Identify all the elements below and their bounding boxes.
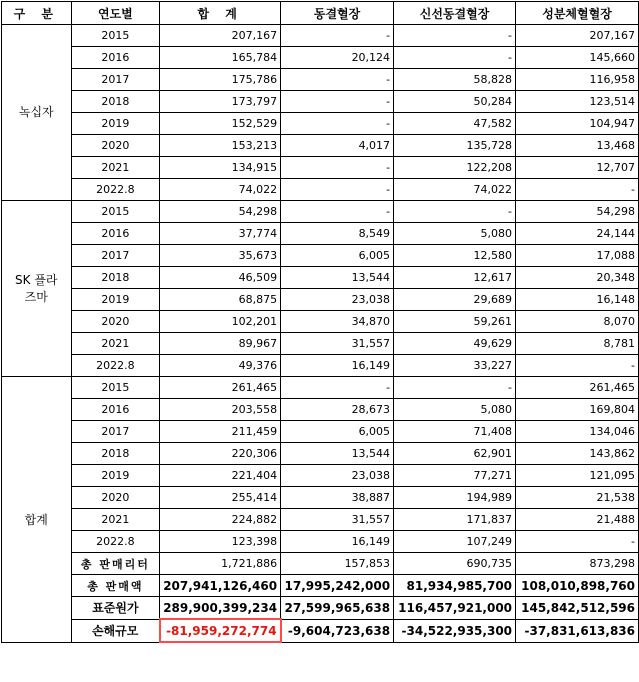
summary-label: 표준원가 (71, 597, 160, 620)
total-cell: 1,721,886 (160, 553, 281, 575)
year-cell: 2020 (71, 135, 160, 157)
loss-total-highlight: -81,959,272,774 (160, 619, 281, 642)
header-category: 구 분 (2, 2, 72, 25)
frozen-cell: -9,604,723,638 (281, 619, 394, 642)
year-cell: 2017 (71, 245, 160, 267)
total-cell: 207,167 (160, 25, 281, 47)
fresh-frozen-cell: -34,522,935,300 (394, 619, 516, 642)
header-year: 연도별 (71, 2, 160, 25)
component-cell: 17,088 (516, 245, 639, 267)
table-row (2, 267, 639, 289)
table-row (2, 377, 639, 399)
total-cell: 207,941,126,460 (160, 575, 281, 597)
table-row (2, 113, 639, 135)
table-row (2, 531, 639, 553)
frozen-cell: 38,887 (281, 487, 394, 509)
group-label: 합계 (2, 377, 72, 643)
year-cell: 2015 (71, 201, 160, 223)
total-cell: 220,306 (160, 443, 281, 465)
table-row (2, 355, 639, 377)
table-row (2, 223, 639, 245)
table-body (2, 25, 639, 643)
table-row (2, 25, 639, 47)
fresh-frozen-cell: - (394, 201, 516, 223)
year-cell: 2019 (71, 289, 160, 311)
frozen-cell: 20,124 (281, 47, 394, 69)
year-cell: 2020 (71, 487, 160, 509)
header-frozen-plasma: 동결혈장 (281, 2, 394, 25)
table-row (2, 553, 639, 575)
fresh-frozen-cell: - (394, 25, 516, 47)
component-cell: 8,070 (516, 311, 639, 333)
component-cell: 54,298 (516, 201, 639, 223)
component-cell: 24,144 (516, 223, 639, 245)
frozen-cell: - (281, 157, 394, 179)
total-cell: 37,774 (160, 223, 281, 245)
table-row (2, 597, 639, 620)
component-cell: 20,348 (516, 267, 639, 289)
component-cell: - (516, 531, 639, 553)
frozen-cell: 31,557 (281, 509, 394, 531)
total-cell: 46,509 (160, 267, 281, 289)
fresh-frozen-cell: 122,208 (394, 157, 516, 179)
frozen-cell: - (281, 25, 394, 47)
group-label: 녹십자 (2, 25, 72, 201)
fresh-frozen-cell: 62,901 (394, 443, 516, 465)
fresh-frozen-cell: 107,249 (394, 531, 516, 553)
component-cell: 16,148 (516, 289, 639, 311)
component-cell: -37,831,613,836 (516, 619, 639, 642)
year-cell: 2022.8 (71, 531, 160, 553)
fresh-frozen-cell: 49,629 (394, 333, 516, 355)
fresh-frozen-cell: - (394, 47, 516, 69)
frozen-cell: - (281, 201, 394, 223)
frozen-cell: 8,549 (281, 223, 394, 245)
frozen-cell: 13,544 (281, 267, 394, 289)
frozen-cell: 23,038 (281, 289, 394, 311)
year-cell: 2021 (71, 509, 160, 531)
total-cell: 211,459 (160, 421, 281, 443)
fresh-frozen-cell: - (394, 377, 516, 399)
total-cell: 54,298 (160, 201, 281, 223)
table-row (2, 69, 639, 91)
year-cell: 2018 (71, 267, 160, 289)
component-cell: 873,298 (516, 553, 639, 575)
table-row (2, 487, 639, 509)
frozen-cell: 23,038 (281, 465, 394, 487)
fresh-frozen-cell: 12,580 (394, 245, 516, 267)
fresh-frozen-cell: 5,080 (394, 399, 516, 421)
table-row (2, 399, 639, 421)
year-cell: 2016 (71, 47, 160, 69)
year-cell: 2019 (71, 465, 160, 487)
fresh-frozen-cell: 171,837 (394, 509, 516, 531)
fresh-frozen-cell: 47,582 (394, 113, 516, 135)
total-cell: 152,529 (160, 113, 281, 135)
fresh-frozen-cell: 33,227 (394, 355, 516, 377)
summary-label: 총 판매액 (71, 575, 160, 597)
total-cell: 261,465 (160, 377, 281, 399)
table-row (2, 289, 639, 311)
frozen-cell: - (281, 113, 394, 135)
plasma-sales-table (1, 1, 639, 643)
component-cell: 134,046 (516, 421, 639, 443)
frozen-cell: 31,557 (281, 333, 394, 355)
table-row (2, 575, 639, 597)
frozen-cell: 28,673 (281, 399, 394, 421)
table-row (2, 421, 639, 443)
table-row (2, 619, 639, 642)
header-total: 합 계 (160, 2, 281, 25)
fresh-frozen-cell: 71,408 (394, 421, 516, 443)
frozen-cell: - (281, 179, 394, 201)
component-cell: - (516, 179, 639, 201)
year-cell: 2018 (71, 443, 160, 465)
header-component-plasma: 성분체혈혈장 (516, 2, 639, 25)
fresh-frozen-cell: 135,728 (394, 135, 516, 157)
component-cell: 108,010,898,760 (516, 575, 639, 597)
year-cell: 2018 (71, 91, 160, 113)
frozen-cell: 6,005 (281, 421, 394, 443)
total-cell: 221,404 (160, 465, 281, 487)
fresh-frozen-cell: 5,080 (394, 223, 516, 245)
year-cell: 2015 (71, 377, 160, 399)
fresh-frozen-cell: 194,989 (394, 487, 516, 509)
total-cell: 173,797 (160, 91, 281, 113)
year-cell: 2022.8 (71, 355, 160, 377)
total-cell: 255,414 (160, 487, 281, 509)
component-cell: 13,468 (516, 135, 639, 157)
fresh-frozen-cell: 81,934,985,700 (394, 575, 516, 597)
table-row (2, 443, 639, 465)
frozen-cell: 27,599,965,638 (281, 597, 394, 620)
table-row (2, 157, 639, 179)
fresh-frozen-cell: 116,457,921,000 (394, 597, 516, 620)
frozen-cell: 157,853 (281, 553, 394, 575)
component-cell: 145,660 (516, 47, 639, 69)
total-cell: 89,967 (160, 333, 281, 355)
component-cell: 145,842,512,596 (516, 597, 639, 620)
component-cell: 261,465 (516, 377, 639, 399)
fresh-frozen-cell: 50,284 (394, 91, 516, 113)
component-cell: 21,538 (516, 487, 639, 509)
component-cell: 143,862 (516, 443, 639, 465)
total-cell: 49,376 (160, 355, 281, 377)
summary-label: 손해규모 (71, 619, 160, 642)
summary-label: 총 판매리터 (71, 553, 160, 575)
total-cell: 74,022 (160, 179, 281, 201)
frozen-cell: 34,870 (281, 311, 394, 333)
component-cell: 21,488 (516, 509, 639, 531)
component-cell: 116,958 (516, 69, 639, 91)
total-cell: 35,673 (160, 245, 281, 267)
total-cell: 175,786 (160, 69, 281, 91)
component-cell: 121,095 (516, 465, 639, 487)
fresh-frozen-cell: 74,022 (394, 179, 516, 201)
table-row (2, 245, 639, 267)
component-cell: 207,167 (516, 25, 639, 47)
table-row (2, 179, 639, 201)
frozen-cell: 6,005 (281, 245, 394, 267)
year-cell: 2016 (71, 399, 160, 421)
total-cell: 123,398 (160, 531, 281, 553)
total-cell: 68,875 (160, 289, 281, 311)
year-cell: 2017 (71, 421, 160, 443)
component-cell: 104,947 (516, 113, 639, 135)
table-row (2, 135, 639, 157)
table-row (2, 509, 639, 531)
fresh-frozen-cell: 12,617 (394, 267, 516, 289)
frozen-cell: - (281, 69, 394, 91)
group-label: SK 플라즈마 (2, 201, 72, 377)
frozen-cell: - (281, 91, 394, 113)
component-cell: 123,514 (516, 91, 639, 113)
year-cell: 2021 (71, 333, 160, 355)
table-row (2, 201, 639, 223)
total-cell: 203,558 (160, 399, 281, 421)
year-cell: 2019 (71, 113, 160, 135)
total-cell: 165,784 (160, 47, 281, 69)
component-cell: 12,707 (516, 157, 639, 179)
fresh-frozen-cell: 77,271 (394, 465, 516, 487)
fresh-frozen-cell: 29,689 (394, 289, 516, 311)
year-cell: 2022.8 (71, 179, 160, 201)
component-cell: 169,804 (516, 399, 639, 421)
frozen-cell: 17,995,242,000 (281, 575, 394, 597)
total-cell: 289,900,399,234 (160, 597, 281, 620)
total-cell: 134,915 (160, 157, 281, 179)
year-cell: 2016 (71, 223, 160, 245)
year-cell: 2020 (71, 311, 160, 333)
frozen-cell: - (281, 377, 394, 399)
fresh-frozen-cell: 58,828 (394, 69, 516, 91)
frozen-cell: 16,149 (281, 355, 394, 377)
table-row (2, 91, 639, 113)
frozen-cell: 4,017 (281, 135, 394, 157)
component-cell: - (516, 355, 639, 377)
total-cell: 224,882 (160, 509, 281, 531)
total-cell: 102,201 (160, 311, 281, 333)
header-row (2, 2, 639, 25)
fresh-frozen-cell: 59,261 (394, 311, 516, 333)
frozen-cell: 16,149 (281, 531, 394, 553)
year-cell: 2015 (71, 25, 160, 47)
table-row (2, 333, 639, 355)
frozen-cell: 13,544 (281, 443, 394, 465)
component-cell: 8,781 (516, 333, 639, 355)
table-row (2, 311, 639, 333)
table-row (2, 47, 639, 69)
year-cell: 2017 (71, 69, 160, 91)
table-row (2, 465, 639, 487)
header-fresh-frozen-plasma: 신선동결혈장 (394, 2, 516, 25)
total-cell: 153,213 (160, 135, 281, 157)
fresh-frozen-cell: 690,735 (394, 553, 516, 575)
year-cell: 2021 (71, 157, 160, 179)
